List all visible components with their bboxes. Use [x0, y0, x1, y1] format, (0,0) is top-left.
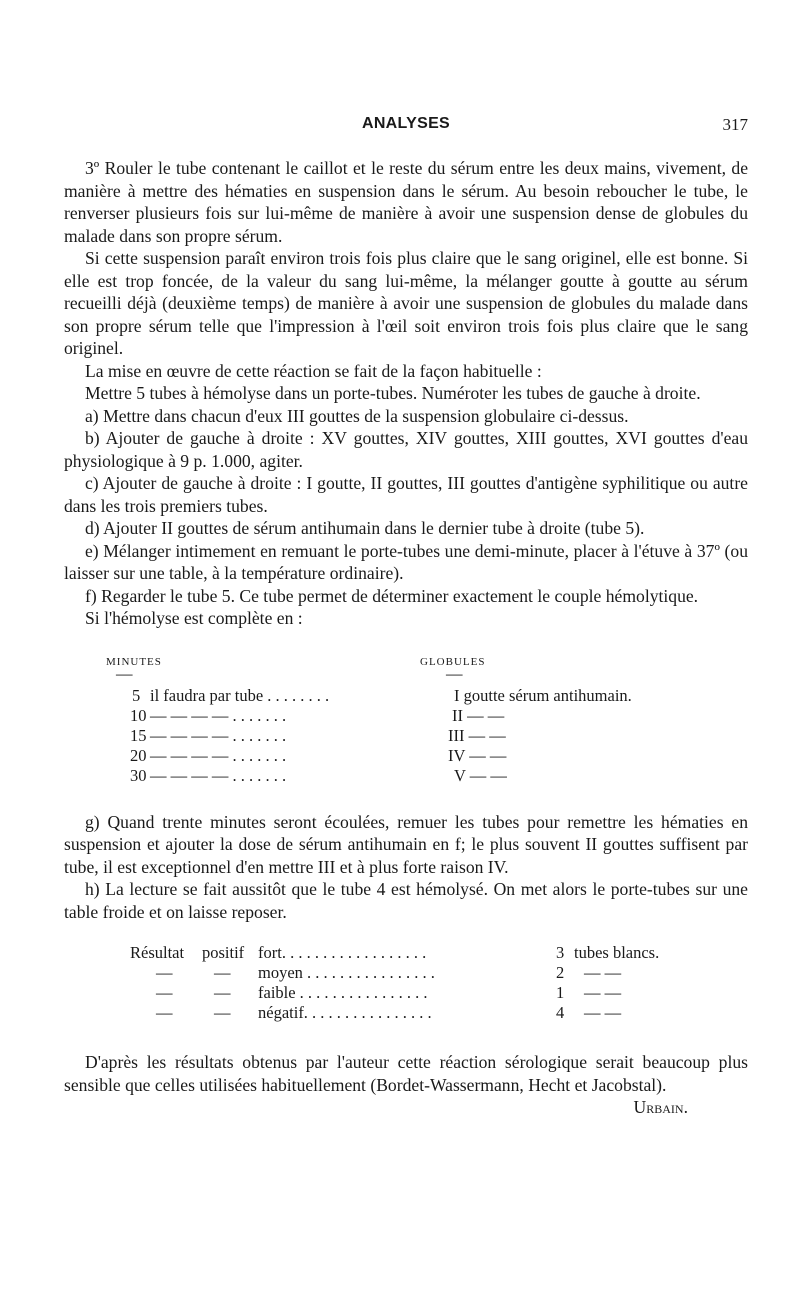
step-c: c) Ajouter de gauche à droite : I goutte, II gouttes, III gouttes d'antigène syphilitique ou autre dans les trois premiers tubes.: [64, 473, 748, 516]
body-text: [64, 157, 748, 1119]
step-f: f) Regarder le tube 5. Ce tube permet de déterminer exactement le couple hémolytique.: [85, 585, 699, 606]
table-row: 20 — — — — . . . . . . . IV — —: [130, 745, 507, 765]
dash: —: [116, 663, 133, 683]
table-row: — — faible . . . . . . . . . . . . . . . . 1 — —: [156, 983, 622, 1002]
paragraph: La mise en œuvre de cette réaction se fait de la façon habituelle :: [85, 360, 542, 381]
table-row: 15 — — — — . . . . . . . III — —: [130, 725, 506, 745]
conclusion-text: D'après les résultats obtenus par l'auteur cette réaction sérologique serait beaucoup plus sensible que celles utilisées habituellement (Bordet-Wassermann, Hecht et Jacobstal).: [64, 1052, 748, 1095]
hemolysis-time-table: [64, 652, 748, 786]
paragraph: Si l'hémolyse est complète en :: [85, 608, 303, 628]
col-globules: GLOBULES: [420, 655, 486, 668]
result-table: [64, 943, 748, 1023]
running-head: ANALYSES: [361, 115, 451, 132]
step-b: b) Ajouter de gauche à droite : XV gouttes, XIV gouttes, XIII gouttes, XVI gouttes d'eau physiologique à 9 p. 1.000, agiter.: [64, 428, 748, 471]
table-row: 30 — — — — . . . . . . . V — —: [130, 765, 507, 785]
step-e: e) Mélanger intimement en remuant le porte-tubes une demi-minute, placer à l'étuve à 37º (ou laisser sur une table, à la température ordinaire).: [64, 540, 748, 583]
page-number: 317: [722, 115, 748, 134]
step-g: g) Quand trente minutes seront écoulées, remuer les tubes pour remettre les hématies en suspension et ajouter la dose de sérum antihumain en f; le plus souvent II gouttes suffisent par tube, il est exceptionnel d'en mettre III et à plus forte raison IV.: [64, 811, 748, 877]
step-h: h) La lecture se fait aussitôt que le tube 4 est hémolysé. On met alors le porte-tubes sur une table froide et on laisse reposer.: [64, 879, 748, 922]
table-row: 10 — — — — . . . . . . . II — —: [130, 705, 505, 725]
author-signature: Urbain.: [633, 1097, 688, 1117]
col-minutes: MINUTES: [106, 655, 162, 668]
table-row: — — moyen . . . . . . . . . . . . . . . . 2 — —: [156, 963, 622, 982]
paragraph: 3º Rouler le tube contenant le caillot et le reste du sérum entre les deux mains, vivement, de manière à mettre des hématies en suspension dans le sérum. Au besoin reboucher le tube, le renverser plusieurs fois sur lui-même de manière à avoir une suspension dense de globules du malade dans son propre sérum.: [64, 158, 748, 246]
table-row: Résultat positif fort. . . . . . . . . . . . . . . . . . 3 tubes blancs.: [130, 943, 660, 962]
header-dashes: [64, 663, 748, 686]
page-header: [64, 115, 748, 139]
table-row: 5 il faudra par tube . . . . . . . . I goutte sérum antihumain.: [132, 685, 632, 705]
step-d: d) Ajouter II gouttes de sérum antihumain dans le dernier tube à droite (tube 5).: [85, 518, 645, 538]
table-header: [64, 652, 748, 672]
paragraph: Mettre 5 tubes à hémolyse dans un porte-tubes. Numéroter les tubes de gauche à droite.: [85, 383, 701, 403]
step-a: a) Mettre dans chacun d'eux III gouttes de la suspension globulaire ci-dessus.: [85, 405, 629, 426]
conclusion-paragraph: [64, 1051, 748, 1117]
paragraph: Si cette suspension paraît environ trois fois plus claire que le sang originel, elle est bonne. Si elle est trop foncée, de la valeur du sang lui-même, la mélanger goutte à goutte au sérum recueilli déjà (deuxième temps) de manière à avoir une suspension de globules du malade dans son propre sérum telle que l'impression à l'œil soit environ trois fois plus claire que le sang originel.: [64, 248, 748, 358]
dash: —: [446, 663, 463, 683]
table-row: — — négatif. . . . . . . . . . . . . . . . 4 — —: [156, 1003, 622, 1022]
